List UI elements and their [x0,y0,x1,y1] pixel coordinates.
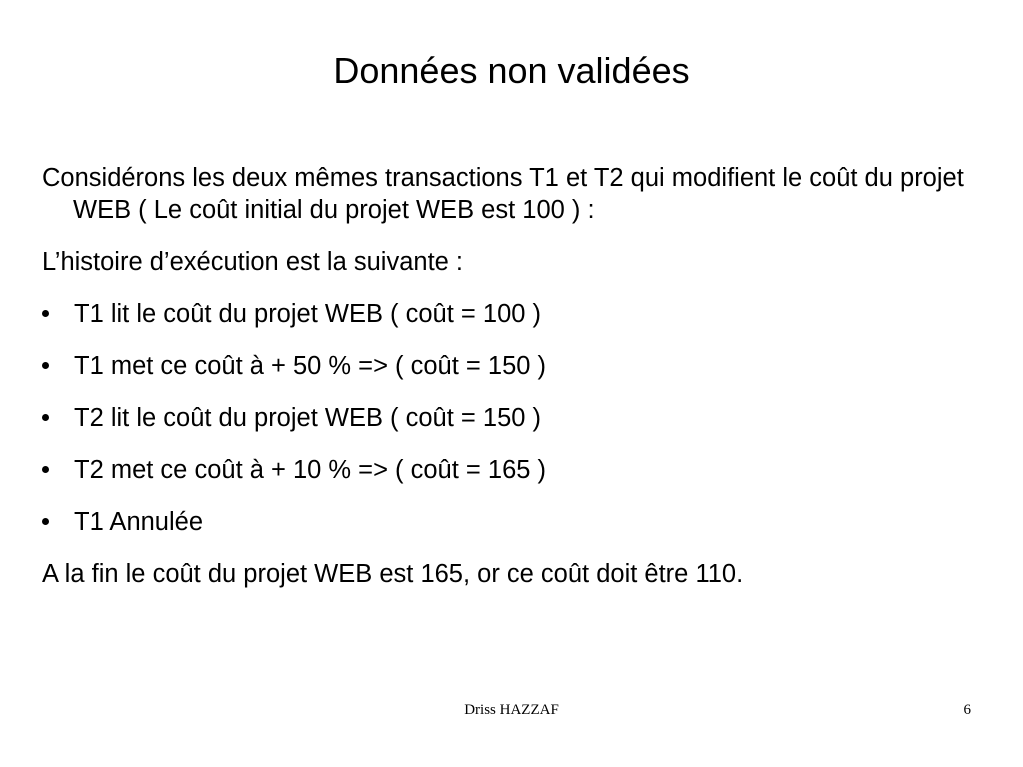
slide-content [42,162,977,590]
list-item [42,298,977,330]
history-heading: L’histoire d’exécution est la suivante : [42,248,463,276]
list-item [42,350,977,382]
list-item [42,506,977,538]
footer-author: Driss HAZZAF [464,702,559,718]
bullet-icon [42,518,49,525]
bullet-icon [42,362,49,369]
bullet-icon [42,310,49,317]
step-text: T2 met ce coût à + 10 % => ( coût = 165 ) [74,456,547,484]
step-text: T1 met ce coût à + 50 % => ( coût = 150 ) [74,352,547,380]
list-item [42,402,977,434]
conclusion-paragraph: A la fin le coût du projet WEB est 165, or ce coût doit être 110. [42,560,744,588]
step-text: T1 lit le coût du projet WEB ( coût = 100 ) [74,300,542,328]
page-number: 6 [963,702,971,718]
intro-paragraph: Considérons les deux mêmes transactions T1 et T2 qui modifient le coût du projet WEB ( Le coût initial du projet WEB est 100 ) : [42,164,964,224]
step-text: T1 Annulée [74,508,204,536]
step-text: T2 lit le coût du projet WEB ( coût = 150 ) [74,404,542,432]
bullet-icon [42,466,49,473]
slide-title: Données non validées [333,50,690,91]
list-item [42,454,977,486]
bullet-icon [42,414,49,421]
steps-list [42,298,977,538]
